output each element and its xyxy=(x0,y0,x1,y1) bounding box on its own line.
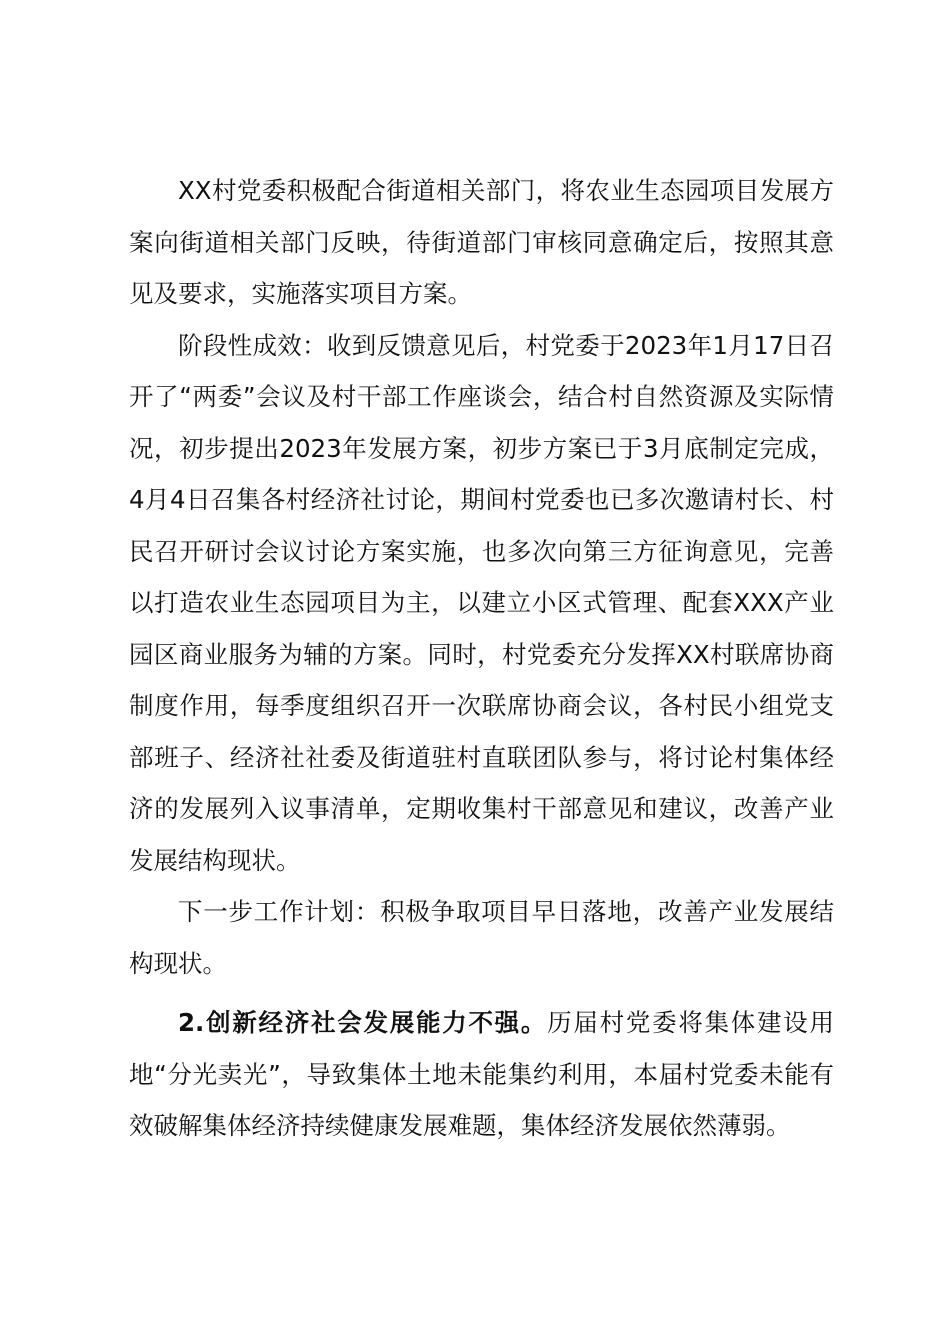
paragraph-text: 阶段性成效：收到反馈意见后，村党委于2023年1月17日召开了“两委”会议及村干部工作座谈会，结合村自然资源及实际情况，初步提出2023年发展方案，初步方案已于3月底制定完成，4月4日召集各村经济社讨论，期间村党委也已多次邀请村长、村民召开研讨会议讨论方案实施，也多次向第三方征询意见，完善以打造农业生态园项目为主，以建立小区式管理、配套XXX产业园区商业服务为辅的方案。同时，村党委充分发挥XX村联席协商制度作用，每季度组织召开一次联席协商会议，各村民小组党支部班子、经济社社委及街道驻村直联团队参与，将讨论村集体经济的发展列入议事清单，定期收集村干部意见和建议，改善产业发展结构现状。 xyxy=(129,330,834,875)
paragraph-next-plan xyxy=(129,886,834,989)
paragraph-text: 下一步工作计划：积极争取项目早日落地，改善产业发展结构现状。 xyxy=(129,897,834,978)
document-body xyxy=(129,165,834,1152)
section-heading: 2.创新经济社会发展能力不强。 xyxy=(178,1008,548,1037)
paragraph-innovation-issue xyxy=(129,997,834,1152)
paragraph-text: 历届村党委将集体建设用地“分光卖光”，导致集体土地未能集约利用，本届村党委未能有效破解集体经济持续健康发展难题，集体经济发展依然薄弱。 xyxy=(129,1008,835,1140)
paragraph-project-coordination xyxy=(129,165,834,320)
paragraph-text: XX村党委积极配合街道相关部门，将农业生态园项目发展方案向街道相关部门反映，待街道部门审核同意确定后，按照其意见及要求，实施落实项目方案。 xyxy=(129,176,834,308)
paragraph-phase-results xyxy=(129,320,834,887)
